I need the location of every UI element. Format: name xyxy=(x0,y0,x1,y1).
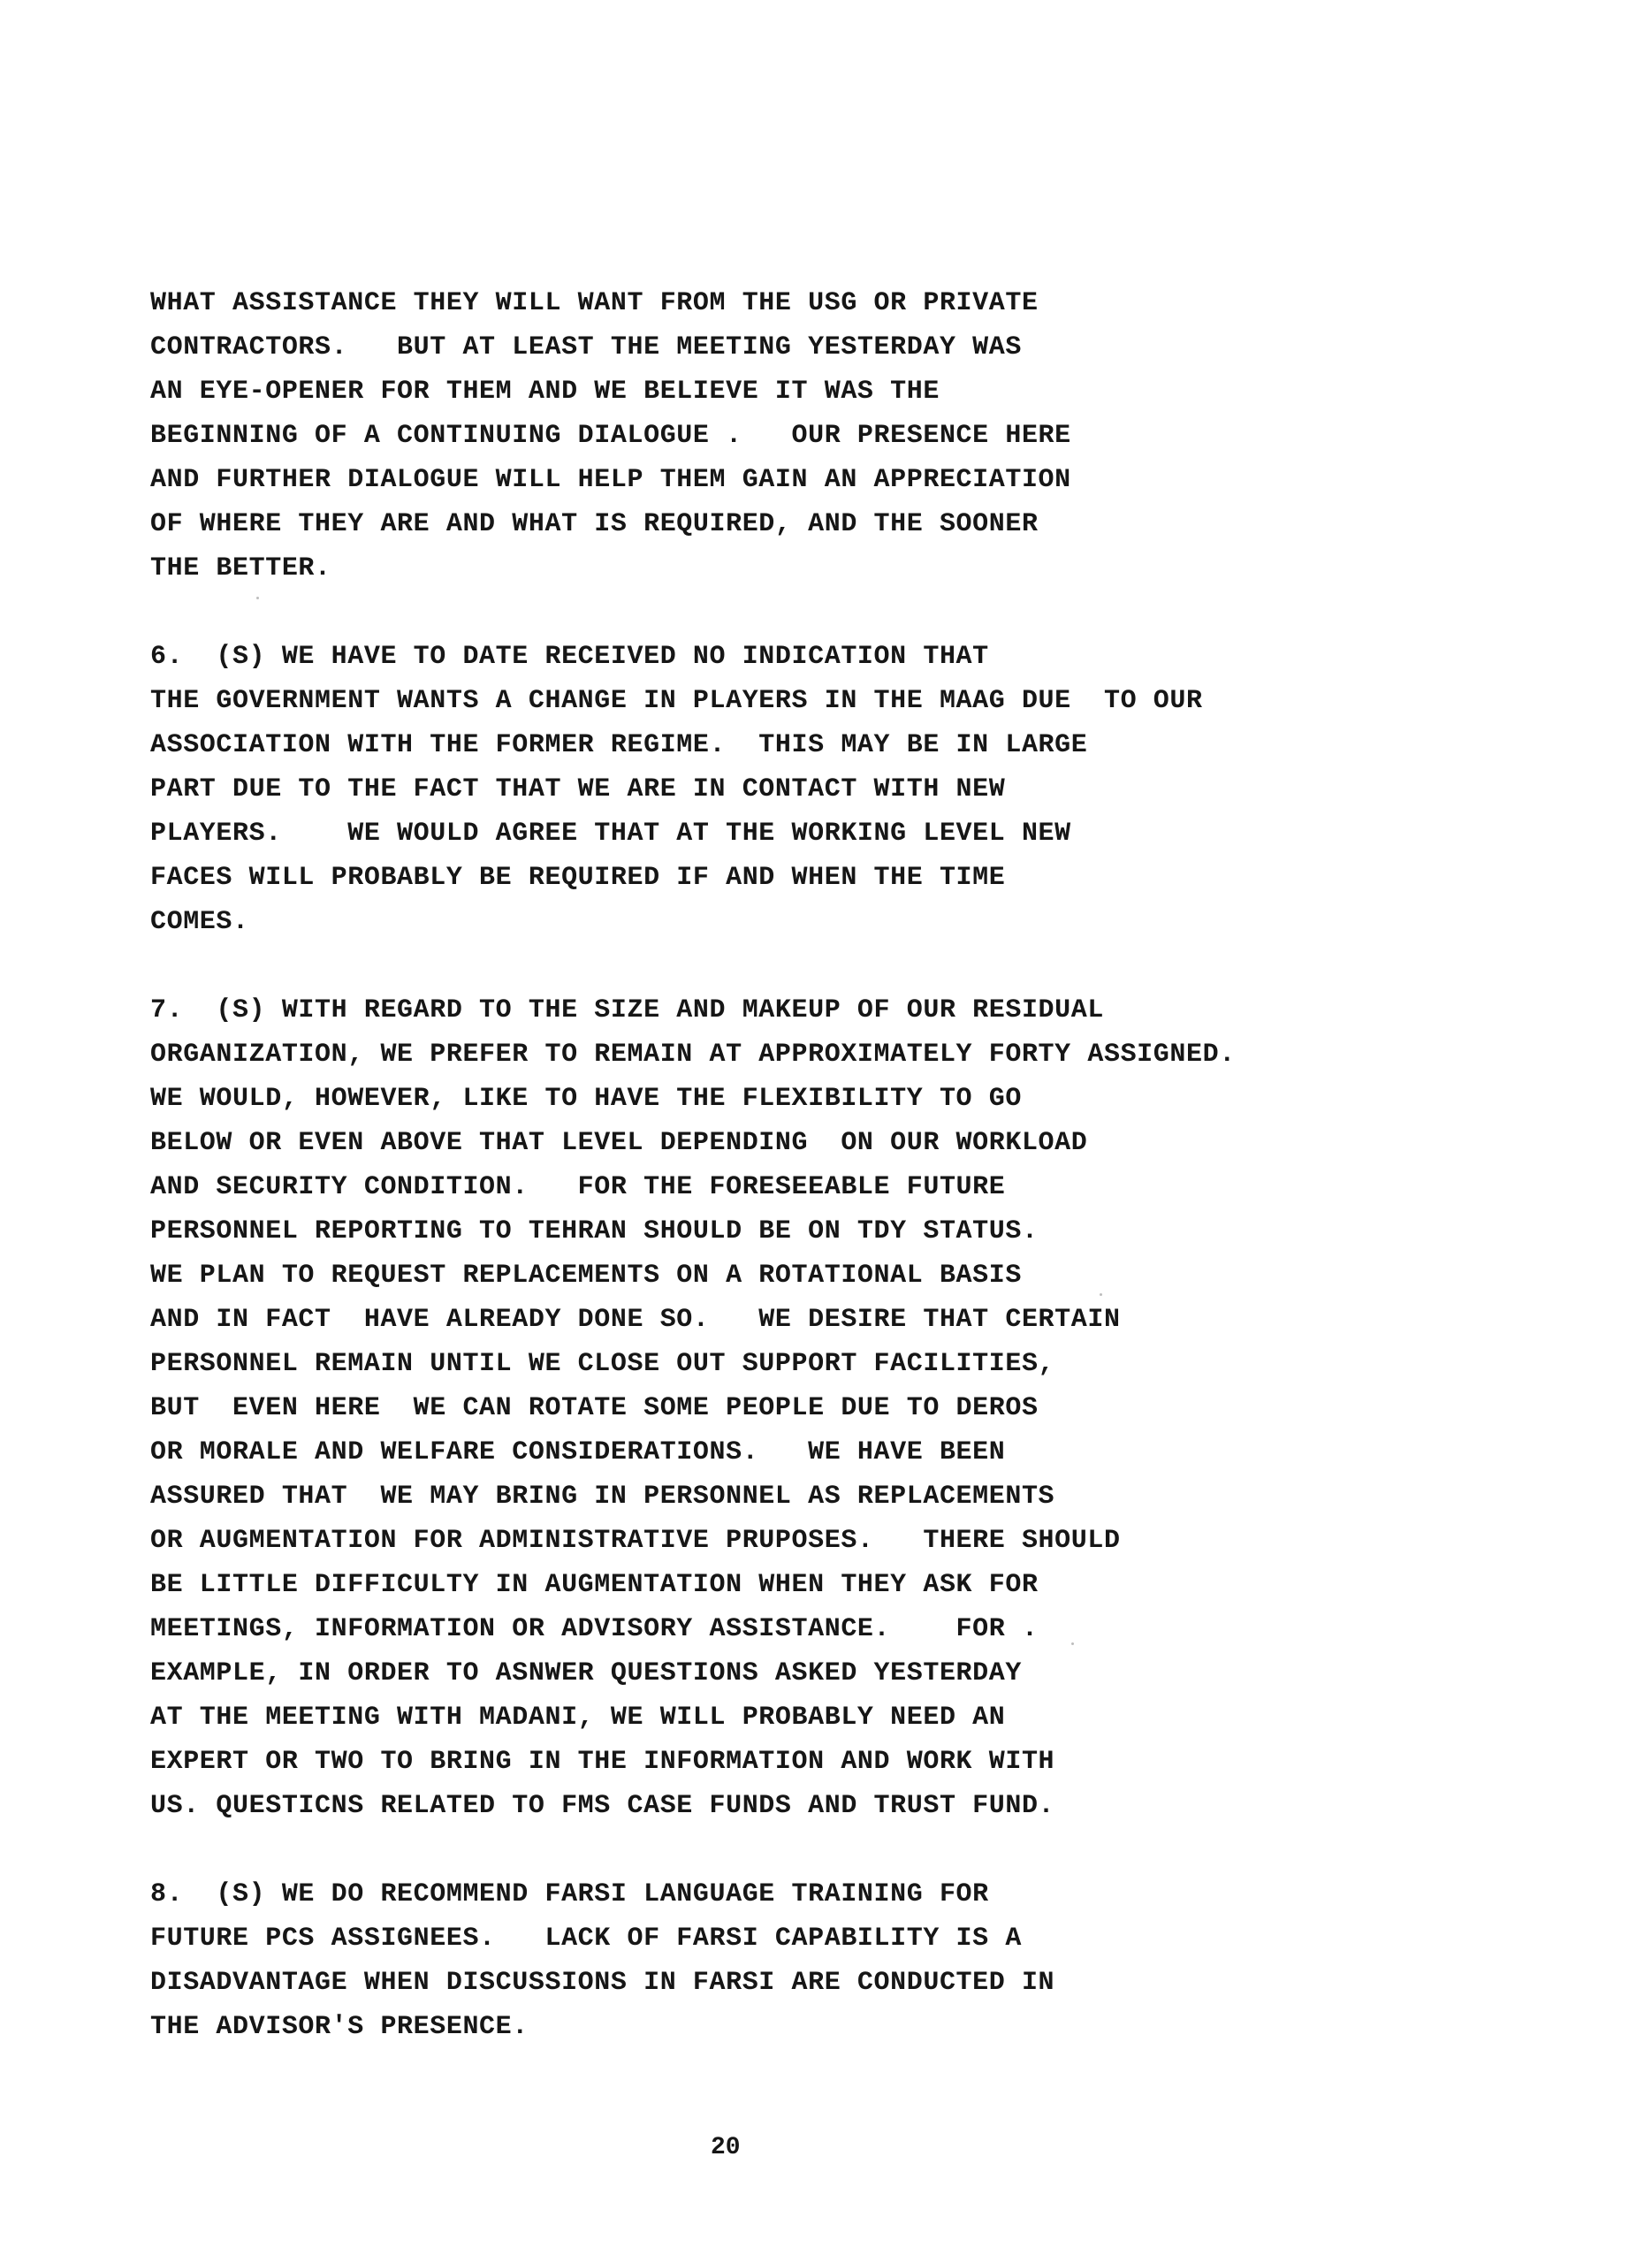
text-line: 7. (S) WITH REGARD TO THE SIZE AND MAKEUP OF OUR RESIDUAL xyxy=(150,995,1104,1025)
text-line: AN EYE-OPENER FOR THEM AND WE BELIEVE IT WAS THE xyxy=(150,377,940,407)
text-line: WHAT ASSISTANCE THEY WILL WANT FROM THE USG OR PRIVATE xyxy=(150,288,1039,318)
text-line: THE GOVERNMENT WANTS A CHANGE IN PLAYERS IN THE MAAG DUE TO OUR xyxy=(150,686,1203,716)
text-line: OR MORALE AND WELFARE CONSIDERATIONS. WE HAVE BEEN xyxy=(150,1437,1006,1467)
scan-speck xyxy=(256,597,259,599)
text-line: BELOW OR EVEN ABOVE THAT LEVEL DEPENDING ON OUR WORKLOAD xyxy=(150,1128,1088,1158)
text-line: AND FURTHER DIALOGUE WILL HELP THEM GAIN AN APPRECIATION xyxy=(150,465,1071,495)
text-line: DISADVANTAGE WHEN DISCUSSIONS IN FARSI ARE CONDUCTED IN xyxy=(150,1968,1055,1998)
text-line: AT THE MEETING WITH MADANI, WE WILL PROBABLY NEED AN xyxy=(150,1703,1006,1733)
scan-speck xyxy=(1100,1293,1102,1296)
text-line: EXPERT OR TWO TO BRING IN THE INFORMATION AND WORK WITH xyxy=(150,1747,1055,1777)
text-line: WE PLAN TO REQUEST REPLACEMENTS ON A ROTATIONAL BASIS xyxy=(150,1261,1022,1291)
text-line: MEETINGS, INFORMATION OR ADVISORY ASSISTANCE. FOR . xyxy=(150,1614,1039,1644)
text-line: PERSONNEL REPORTING TO TEHRAN SHOULD BE ON TDY STATUS. xyxy=(150,1216,1039,1246)
text-line: OR AUGMENTATION FOR ADMINISTRATIVE PRUPOSES. THERE SHOULD xyxy=(150,1526,1121,1556)
text-line: BE LITTLE DIFFICULTY IN AUGMENTATION WHEN THEY ASK FOR xyxy=(150,1570,1039,1600)
text-line: BEGINNING OF A CONTINUING DIALOGUE . OUR PRESENCE HERE xyxy=(150,421,1071,451)
text-line: FUTURE PCS ASSIGNEES. LACK OF FARSI CAPABILITY IS A xyxy=(150,1924,1022,1954)
text-line: AND SECURITY CONDITION. FOR THE FORESEEABLE FUTURE xyxy=(150,1172,1006,1202)
text-line: BUT EVEN HERE WE CAN ROTATE SOME PEOPLE DUE TO DEROS xyxy=(150,1393,1039,1423)
text-line: OF WHERE THEY ARE AND WHAT IS REQUIRED, AND THE SOONER xyxy=(150,509,1039,539)
page-number: 20 xyxy=(711,2134,741,2161)
text-line: 6. (S) WE HAVE TO DATE RECEIVED NO INDICATION THAT xyxy=(150,642,989,672)
paragraph-7 xyxy=(150,988,1564,1828)
text-line: FACES WILL PROBABLY BE REQUIRED IF AND WHEN THE TIME xyxy=(150,863,1006,893)
text-line: ASSURED THAT WE MAY BRING IN PERSONNEL AS REPLACEMENTS xyxy=(150,1482,1055,1512)
text-line: THE BETTER. xyxy=(150,553,331,583)
text-line: US. QUESTICNS RELATED TO FMS CASE FUNDS AND TRUST FUND. xyxy=(150,1791,1055,1821)
text-line: CONTRACTORS. BUT AT LEAST THE MEETING YESTERDAY WAS xyxy=(150,332,1022,362)
paragraph-8 xyxy=(150,1872,1564,2049)
text-line: PERSONNEL REMAIN UNTIL WE CLOSE OUT SUPPORT FACILITIES, xyxy=(150,1349,1055,1379)
text-line: EXAMPLE, IN ORDER TO ASNWER QUESTIONS ASKED YESTERDAY xyxy=(150,1658,1022,1688)
text-line: AND IN FACT HAVE ALREADY DONE SO. WE DESIRE THAT CERTAIN xyxy=(150,1305,1121,1335)
text-line: ORGANIZATION, WE PREFER TO REMAIN AT APPROXIMATELY FORTY ASSIGNED. xyxy=(150,1040,1236,1070)
text-line: WE WOULD, HOWEVER, LIKE TO HAVE THE FLEXIBILITY TO GO xyxy=(150,1084,1022,1114)
paragraph-intro xyxy=(150,281,1564,591)
scan-speck xyxy=(1071,1642,1074,1645)
text-line: PART DUE TO THE FACT THAT WE ARE IN CONTACT WITH NEW xyxy=(150,774,1006,804)
text-line: THE ADVISOR'S PRESENCE. xyxy=(150,2012,529,2042)
text-line: PLAYERS. WE WOULD AGREE THAT AT THE WORKING LEVEL NEW xyxy=(150,819,1071,849)
text-line: COMES. xyxy=(150,907,249,937)
text-line: 8. (S) WE DO RECOMMEND FARSI LANGUAGE TRAINING FOR xyxy=(150,1879,989,1909)
text-line: ASSOCIATION WITH THE FORMER REGIME. THIS MAY BE IN LARGE xyxy=(150,730,1088,760)
paragraph-6 xyxy=(150,635,1564,944)
